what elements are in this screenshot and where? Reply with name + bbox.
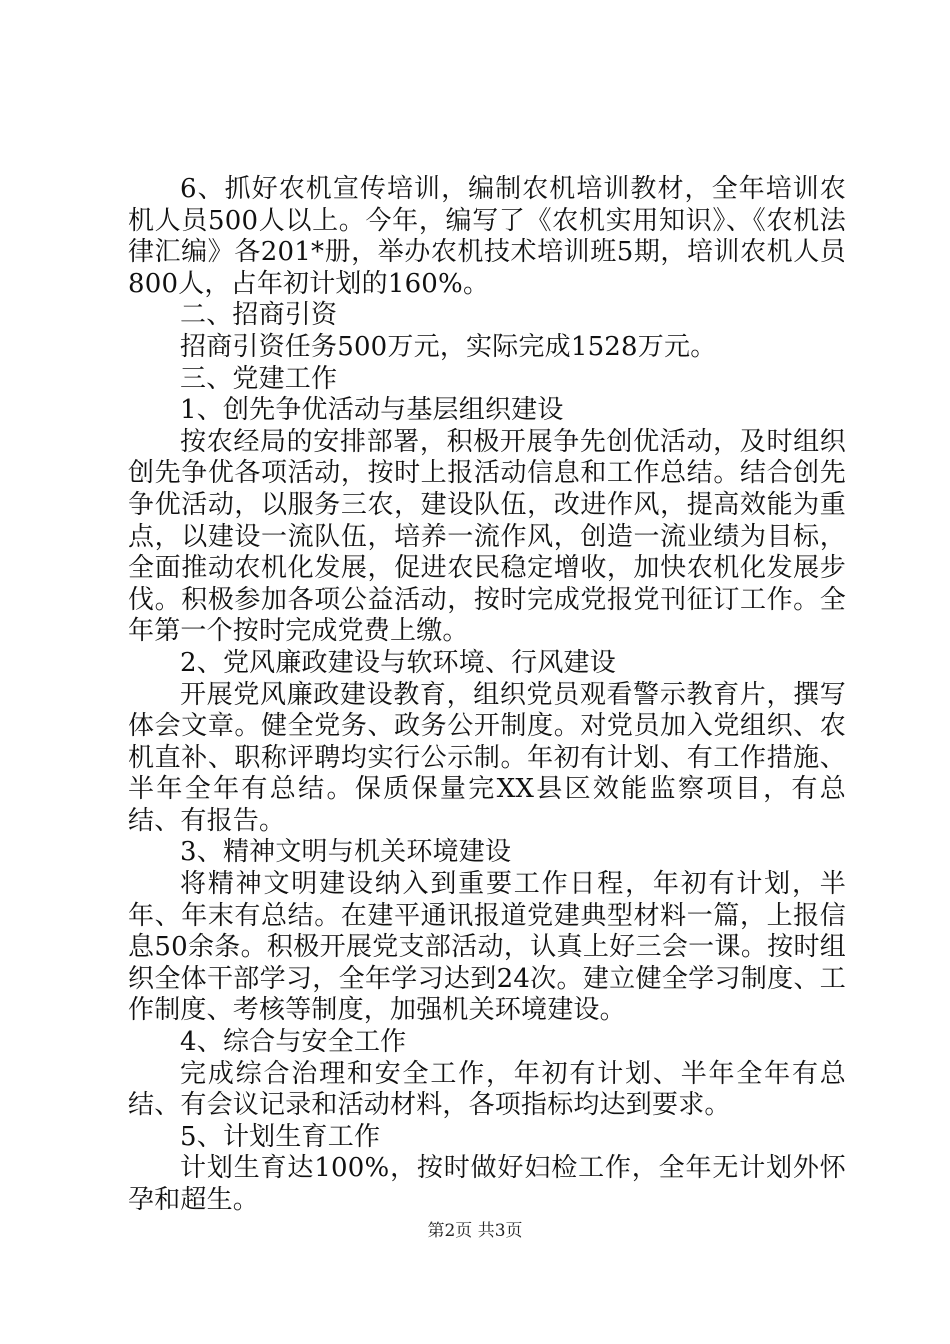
- heading-party-building: 三、党建工作: [180, 363, 338, 394]
- subheading-excellence: 1、创先争优活动与基层组织建设: [180, 395, 564, 426]
- heading-investment: 二、招商引资: [180, 300, 338, 331]
- paragraph-family-planning: 计划生育达100%，按时做好妇检工作，全年无计划外怀孕和超生。: [128, 1153, 846, 1215]
- subheading-integrity: 2、党风廉政建设与软环境、行风建设: [180, 647, 616, 678]
- paragraph-civilization: 将精神文明建设纳入到重要工作日程，年初有计划，半年、年末有总结。在建平通讯报道党建典型材料一篇，上报信息50余条。积极开展党支部活动，认真上好三会一课。按时组织全体干部学习，全年学习达到24次。建立健全学习制度、工作制度、考核等制度，加强机关环境建设。: [128, 869, 846, 1026]
- subheading-safety: 4、综合与安全工作: [180, 1027, 407, 1058]
- subheading-family-planning: 5、计划生育工作: [180, 1121, 381, 1152]
- paragraph-safety: 完成综合治理和安全工作，年初有计划、半年全年有总结、有会议记录和活动材料，各项指标均达到要求。: [128, 1058, 846, 1121]
- document-body: [128, 174, 846, 1217]
- paragraph-investment: 招商引资任务500万元，实际完成1528万元。: [180, 331, 717, 362]
- paragraph-integrity: 开展党风廉政建设教育，组织党员观看警示教育片，撰写体会文章。健全党务、政务公开制度。对党员加入党组织、农机直补、职称评聘均实行公示制。年初有计划、有工作措施、半年全年有总结。保质保量完XX县区效能监察项目，有总结、有报告。: [128, 679, 846, 836]
- subheading-civilization: 3、精神文明与机关环境建设: [180, 837, 512, 868]
- paragraph-training: 6、抓好农机宣传培训，编制农机培训教材，全年培训农机人员500人以上。今年，编写了《农机实用知识》、《农机法律汇编》各201*册，举办农机技术培训班5期，培训农机人员800人，占年初计划的160%。: [128, 174, 846, 299]
- paragraph-excellence: 按农经局的安排部署，积极开展争先创优活动，及时组织创先争优各项活动，按时上报活动信息和工作总结。结合创先争优活动，以服务三农，建设队伍，改进作风，提高效能为重点，以建设一流队伍，培养一流作风，创造一流业绩为目标，全面推动农机化发展，促进农民稳定增收，加快农机化发展步伐。积极参加各项公益活动，按时完成党报党刊征订工作。全年第一个按时完成党费上缴。: [128, 426, 846, 647]
- page-number-footer: 第2页 共3页: [427, 1221, 523, 1241]
